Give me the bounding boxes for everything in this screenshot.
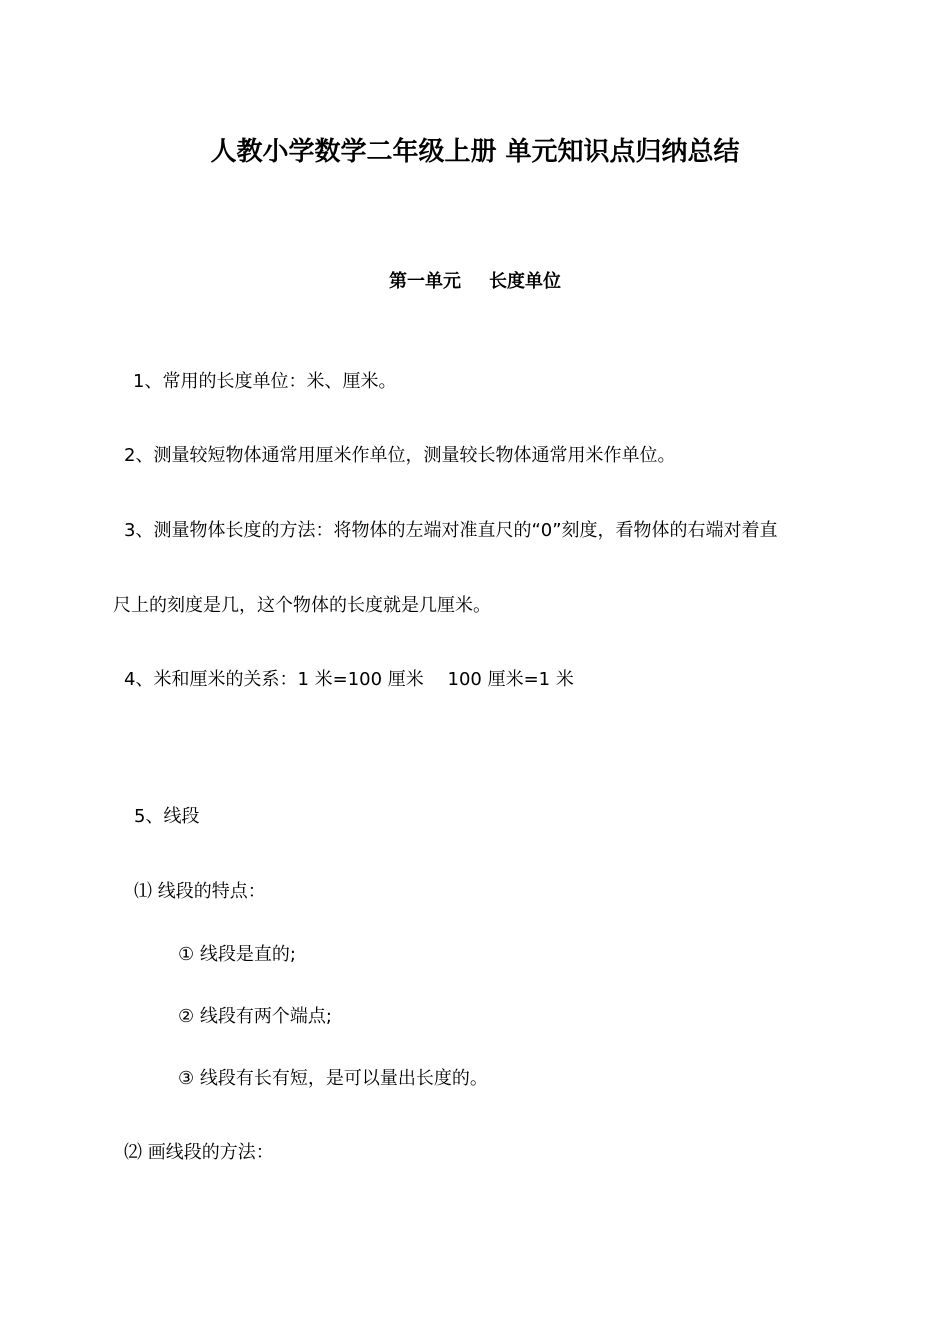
paragraph-5: 5、线段 — [134, 806, 200, 827]
subsection-1-item-a: ① 线段是直的; — [178, 944, 296, 965]
paragraph-2: 2、测量较短物体通常用厘米作单位，测量较长物体通常用米作单位。 — [124, 445, 676, 466]
unit-heading — [0, 270, 950, 294]
paragraph-1: 1、常用的长度单位：米、厘米。 — [133, 371, 397, 392]
subsection-2: ⑵ 画线段的方法： — [124, 1142, 274, 1163]
unit-topic: 长度单位 — [489, 271, 561, 292]
paragraph-3-line-1: 3、测量物体长度的方法：将物体的左端对准直尺的“0”刻度，看物体的右端对着直 — [124, 520, 778, 541]
subsection-1-item-c: ③ 线段有长有短，是可以量出长度的。 — [178, 1068, 488, 1089]
paragraph-3-line-2: 尺上的刻度是几，这个物体的长度就是几厘米。 — [113, 595, 491, 616]
subsection-1-item-b: ② 线段有两个端点; — [178, 1006, 332, 1027]
subsection-1: ⑴ 线段的特点： — [134, 881, 266, 902]
document-title: 人教小学数学二年级上册 单元知识点归纳总结 — [210, 137, 740, 167]
unit-name: 第一单元 — [389, 271, 461, 292]
paragraph-4: 4、米和厘米的关系：1 米=100 厘米 100 厘米=1 米 — [124, 669, 574, 690]
